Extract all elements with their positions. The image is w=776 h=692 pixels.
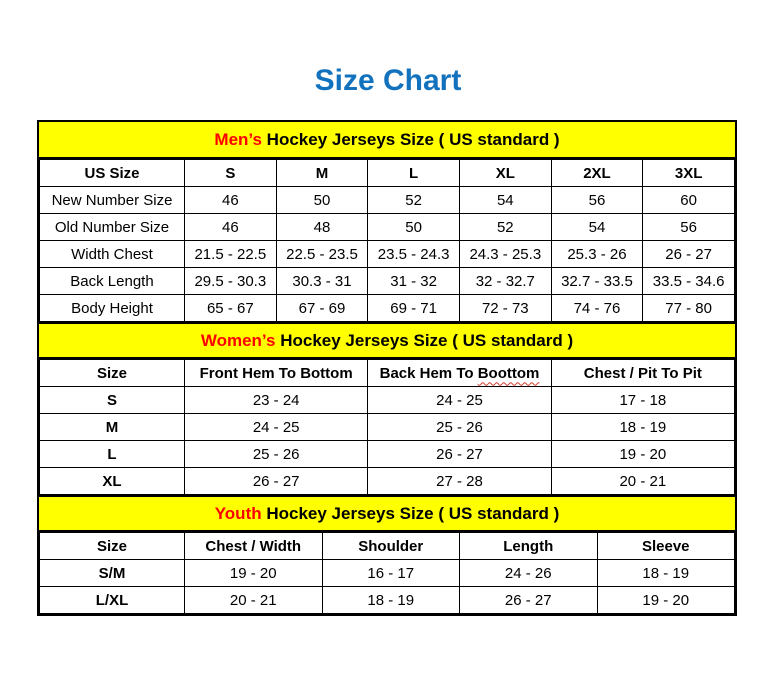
table-cell: 23.5 - 24.3 — [368, 241, 460, 268]
table-row — [40, 268, 735, 295]
column-header: Size — [40, 533, 185, 560]
column-header: Chest / Pit To Pit — [551, 360, 734, 387]
table-cell: 17 - 18 — [551, 387, 734, 414]
youth-section-header-rest: Hockey Jerseys Size ( US standard ) — [261, 503, 560, 523]
table-cell: 24 - 25 — [185, 414, 368, 441]
table-cell: 19 - 20 — [185, 560, 323, 587]
column-header-row — [40, 160, 735, 187]
table-cell: 24.3 - 25.3 — [459, 241, 551, 268]
youth-section-header — [39, 495, 735, 532]
table-row — [40, 187, 735, 214]
table-cell: 16 - 17 — [322, 560, 460, 587]
table-cell: 60 — [643, 187, 735, 214]
table-cell: 19 - 20 — [551, 441, 734, 468]
column-header: L — [368, 160, 460, 187]
section-men — [39, 122, 735, 322]
column-header: Size — [40, 360, 185, 387]
table-cell: 21.5 - 22.5 — [185, 241, 277, 268]
women-section-header-rest: Hockey Jerseys Size ( US standard ) — [275, 330, 574, 350]
youth-size-table — [39, 532, 735, 614]
table-cell: 25 - 26 — [185, 441, 368, 468]
men-section-header — [39, 122, 735, 159]
row-label: Body Height — [40, 295, 185, 322]
column-header: Back Hem To Boottom — [368, 360, 551, 387]
row-label: L/XL — [40, 587, 185, 614]
row-label: Old Number Size — [40, 214, 185, 241]
column-header-row — [40, 360, 735, 387]
table-cell: 26 - 27 — [185, 468, 368, 495]
table-row — [40, 587, 735, 614]
column-header: S — [185, 160, 277, 187]
women-section-header — [39, 322, 735, 359]
column-header: XL — [459, 160, 551, 187]
table-cell: 23 - 24 — [185, 387, 368, 414]
table-cell: 27 - 28 — [368, 468, 551, 495]
page-title: Size Chart — [314, 64, 462, 97]
table-row — [40, 295, 735, 322]
column-header: 3XL — [643, 160, 735, 187]
column-header: 2XL — [551, 160, 643, 187]
table-cell: 50 — [368, 214, 460, 241]
table-cell: 74 - 76 — [551, 295, 643, 322]
table-cell: 46 — [185, 214, 277, 241]
table-row — [40, 241, 735, 268]
column-header: Shoulder — [322, 533, 460, 560]
table-cell: 22.5 - 23.5 — [276, 241, 368, 268]
table-cell: 52 — [368, 187, 460, 214]
women-section-header-highlight: Women’s — [200, 330, 276, 350]
table-row — [40, 214, 735, 241]
column-header: M — [276, 160, 368, 187]
column-header: US Size — [40, 160, 185, 187]
youth-section-header-highlight: Youth — [214, 503, 262, 523]
size-chart-tables — [37, 120, 737, 616]
table-row — [40, 387, 735, 414]
men-section-header-rest: Hockey Jerseys Size ( US standard ) — [261, 129, 560, 149]
section-women — [39, 322, 735, 495]
table-cell: 19 - 20 — [597, 587, 735, 614]
men-section-header-highlight: Men’s — [214, 129, 262, 149]
table-cell: 25.3 - 26 — [551, 241, 643, 268]
men-size-table — [39, 159, 735, 322]
row-label: Back Length — [40, 268, 185, 295]
table-cell: 25 - 26 — [368, 414, 551, 441]
misspelled-word: Boottom — [477, 364, 540, 382]
table-cell: 24 - 26 — [460, 560, 598, 587]
table-cell: 26 - 27 — [460, 587, 598, 614]
column-header: Length — [460, 533, 598, 560]
table-cell: 29.5 - 30.3 — [185, 268, 277, 295]
table-cell: 48 — [276, 214, 368, 241]
table-cell: 20 - 21 — [551, 468, 734, 495]
table-cell: 69 - 71 — [368, 295, 460, 322]
row-label: M — [40, 414, 185, 441]
table-cell: 26 - 27 — [368, 441, 551, 468]
row-label: S/M — [40, 560, 185, 587]
column-header: Sleeve — [597, 533, 735, 560]
table-cell: 31 - 32 — [368, 268, 460, 295]
table-row — [40, 414, 735, 441]
table-cell: 20 - 21 — [185, 587, 323, 614]
table-cell: 18 - 19 — [551, 414, 734, 441]
table-cell: 18 - 19 — [597, 560, 735, 587]
row-label: Width Chest — [40, 241, 185, 268]
table-cell: 56 — [551, 187, 643, 214]
row-label: L — [40, 441, 185, 468]
table-row — [40, 468, 735, 495]
table-cell: 54 — [459, 187, 551, 214]
row-label: XL — [40, 468, 185, 495]
table-cell: 52 — [459, 214, 551, 241]
women-size-table — [39, 359, 735, 495]
row-label: S — [40, 387, 185, 414]
table-cell: 18 - 19 — [322, 587, 460, 614]
table-cell: 50 — [276, 187, 368, 214]
table-row — [40, 560, 735, 587]
column-header: Front Hem To Bottom — [185, 360, 368, 387]
section-youth — [39, 495, 735, 614]
row-label: New Number Size — [40, 187, 185, 214]
table-cell: 56 — [643, 214, 735, 241]
table-cell: 24 - 25 — [368, 387, 551, 414]
table-cell: 46 — [185, 187, 277, 214]
table-cell: 30.3 - 31 — [276, 268, 368, 295]
table-cell: 33.5 - 34.6 — [643, 268, 735, 295]
table-cell: 26 - 27 — [643, 241, 735, 268]
table-cell: 32 - 32.7 — [459, 268, 551, 295]
column-header: Chest / Width — [185, 533, 323, 560]
table-cell: 32.7 - 33.5 — [551, 268, 643, 295]
table-cell: 72 - 73 — [459, 295, 551, 322]
table-cell: 77 - 80 — [643, 295, 735, 322]
table-row — [40, 441, 735, 468]
table-cell: 54 — [551, 214, 643, 241]
table-cell: 65 - 67 — [185, 295, 277, 322]
column-header-row — [40, 533, 735, 560]
table-cell: 67 - 69 — [276, 295, 368, 322]
